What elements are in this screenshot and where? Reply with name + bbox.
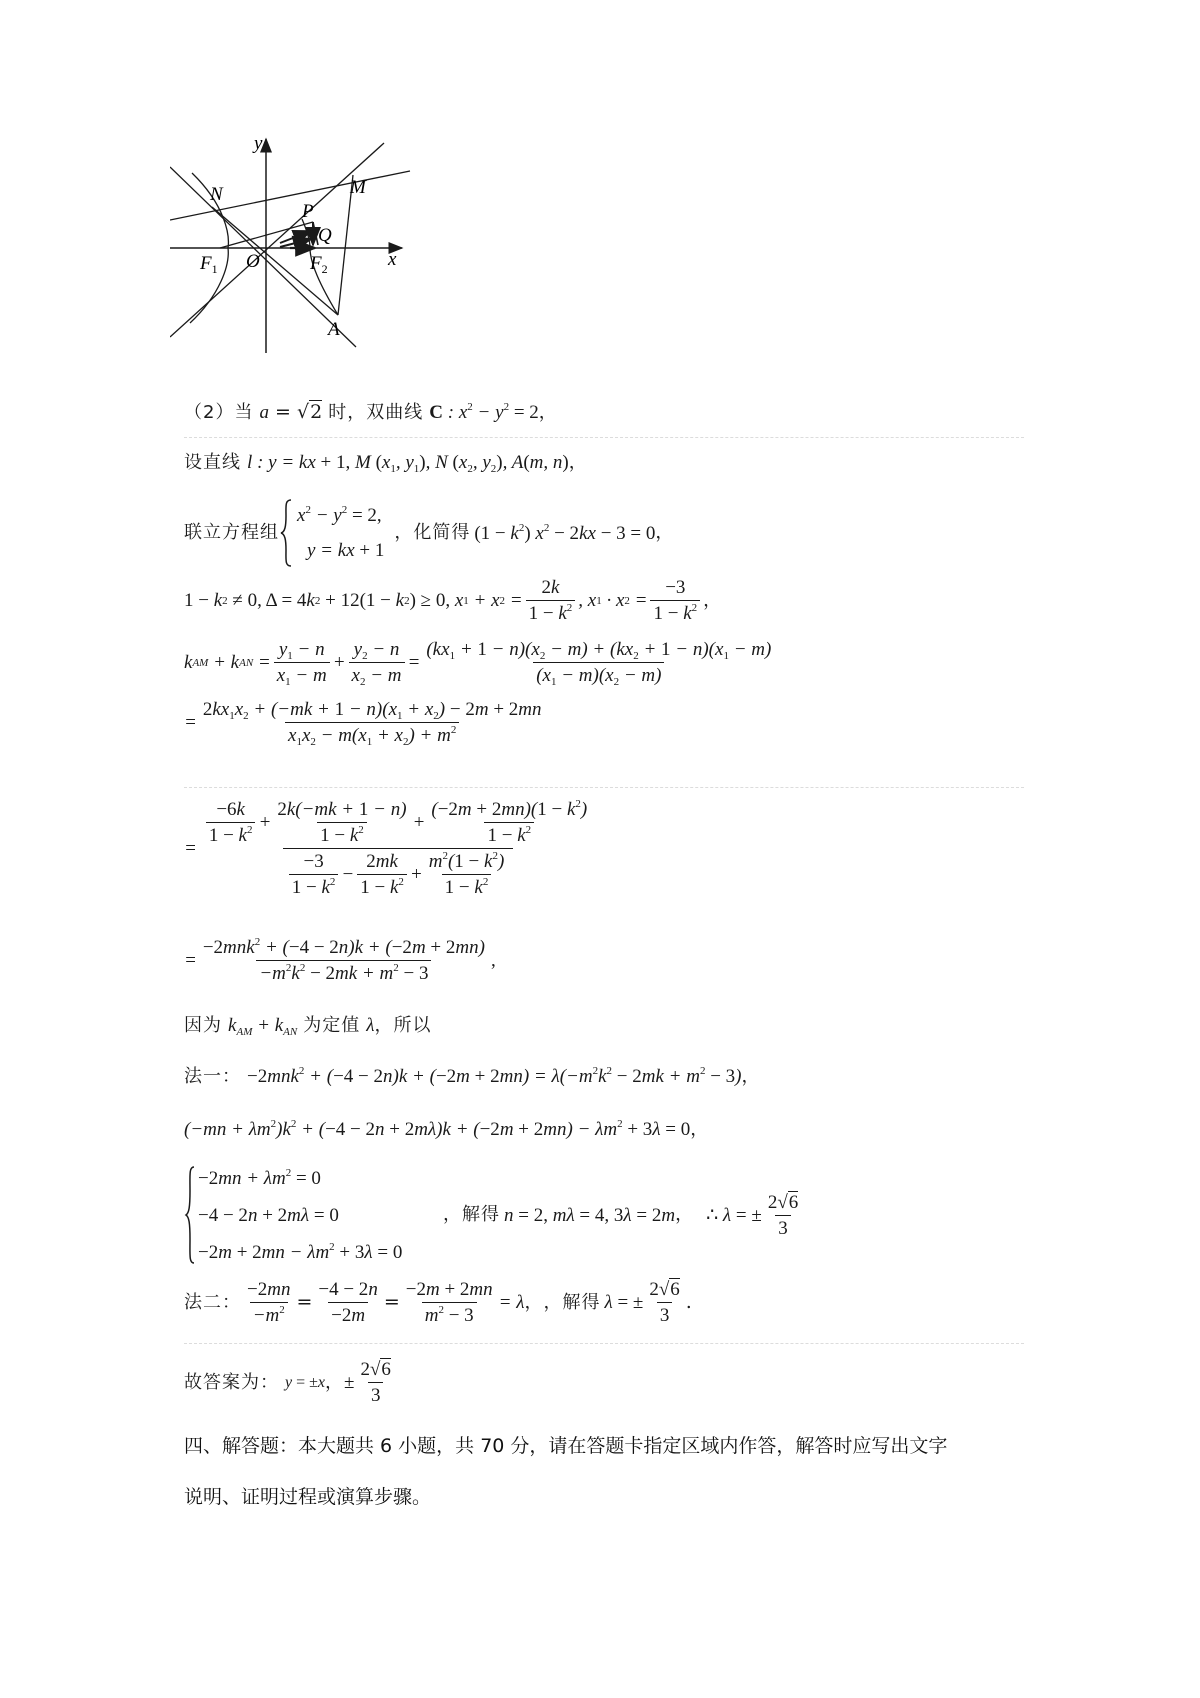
simplified-line: = $\frac{-2mnk^2 + (-4 - 2n)k + (-2m + 2mn)}{-m^2k^2 - 2mk + m^2 - 3}$ , <box>184 936 496 984</box>
part2-line: （2）当 a = √2 时，双曲线 C : $x^2 - y^2 = 2$， <box>184 401 558 423</box>
label-m: M <box>350 177 366 198</box>
set-line: 设直线 l : y = kx + 1, M ($x_1$, $y_1$), N ($x_2$, $y_2$), A(m, n)， <box>184 452 588 475</box>
slope-sum-line: k AM + k AN = $\frac{y_1 - n}{x_1 - m}$ + $\frac{y_2 - n}{x_2 - m}$ = $\frac{(kx_1 + 1 - n)(x_2 - m) + (kx_2 + 1 - n)(x_1 - m)}{(x_1 - m)(x_2 - m)}$ <box>184 639 772 688</box>
answer-line: 故答案为： y = ±x ， ± $\frac{2√6}{3}$ <box>184 1359 391 1406</box>
line-nm <box>170 171 410 220</box>
label-x: x <box>388 249 397 270</box>
label-a: A <box>328 319 340 340</box>
brace-icon <box>279 498 293 568</box>
label-f2: $F_2$ <box>310 253 328 276</box>
hyperbola-figure <box>170 135 430 375</box>
expanded-line: = $\frac{2kx_1x_2 + (-mk + 1 - n)(x_1 + x_2) - 2m + 2mn}{x_1x_2 - m(x_1 + x_2) + m^2}$ <box>184 699 542 748</box>
label-f1: $F_1$ <box>200 253 218 276</box>
section-heading-line1: 四、解答题：本大题共 6 小题，共 70 分，请在答题卡指定区域内作答，解答时应写出文字 <box>184 1435 948 1457</box>
because-line: 因为 $k_{AM} + k_{AN}$ 为定值 λ，所以 <box>184 1015 432 1038</box>
divider <box>184 787 1024 788</box>
method2-line: 法二： $\frac{-2mn}{-m^2}$ = $\frac{-4 - 2n}{-2m}$ = $\frac{-2m + 2mn}{m^2 - 3}$ = λ ， ，解得 λ = ± $\frac{2√6}{3}$ . <box>184 1279 692 1326</box>
label-y: y <box>254 135 263 154</box>
label-o: O <box>246 251 260 272</box>
system-three-line: $-2mn + \lambda m^2 = 0$ −4 − 2n + 2mλ = 0 $-2m + 2mn - \lambda m^2 + 3\lambda = 0$ ，解得 n = 2, mλ = 4, 3λ = 2m ， ∴ λ = ± $\frac{2√6}{3}$ <box>184 1165 804 1265</box>
label-n: N <box>210 184 223 205</box>
brace-icon <box>184 1165 196 1265</box>
asymptote-2 <box>170 143 384 337</box>
collected-terms-line: $(-mn + \lambda m^2)k^2 + (-4 - 2n + 2m\lambda)k + (-2m + 2mn) - \lambda m^2 + 3\lambda = 0$， <box>184 1118 710 1140</box>
label-p: P <box>302 201 314 222</box>
divider <box>184 437 1024 438</box>
section-heading-line2: 说明、证明过程或演算步骤。 <box>184 1486 432 1508</box>
label-q: Q <box>318 225 332 246</box>
discriminant-line: 1 − k 2 ≠ 0, Δ = 4 k 2 + 12(1 − k 2 ) ≥ 0, x 1 + x 2 = $\frac{2k}{1 - k^2}$ , x 1 · x 2 = $\frac{-3}{1 - k^2}$ ， <box>184 577 723 624</box>
method1-line: 法一： $-2mnk^2 + (-4 - 2n)k + (-2m + 2mn) = \lambda(-m^2k^2 - 2mk + m^2 - 3)$， <box>184 1065 761 1087</box>
combine-line: 联立方程组 $x^2 - y^2 = 2$, y = kx + 1 ，化简得 $(1 - k^2)$ $x^2 - 2kx - 3 = 0$ ， <box>184 498 674 568</box>
divider <box>184 1343 1024 1344</box>
compound-fraction-line: = $\frac{-6k}{1 - k^2}$ + $\frac{2k(-mk + 1 - n)}{1 - k^2}$ + $\frac{(-2m + 2mn)(1 - k^2)}{1 - k^2}$ $\frac{-3}{1 - k^2}$ − $\frac{2mk}{1 - k^2}$ + $\frac{m^2(1 - k^2)}{1 - k^2}$ <box>184 798 588 898</box>
